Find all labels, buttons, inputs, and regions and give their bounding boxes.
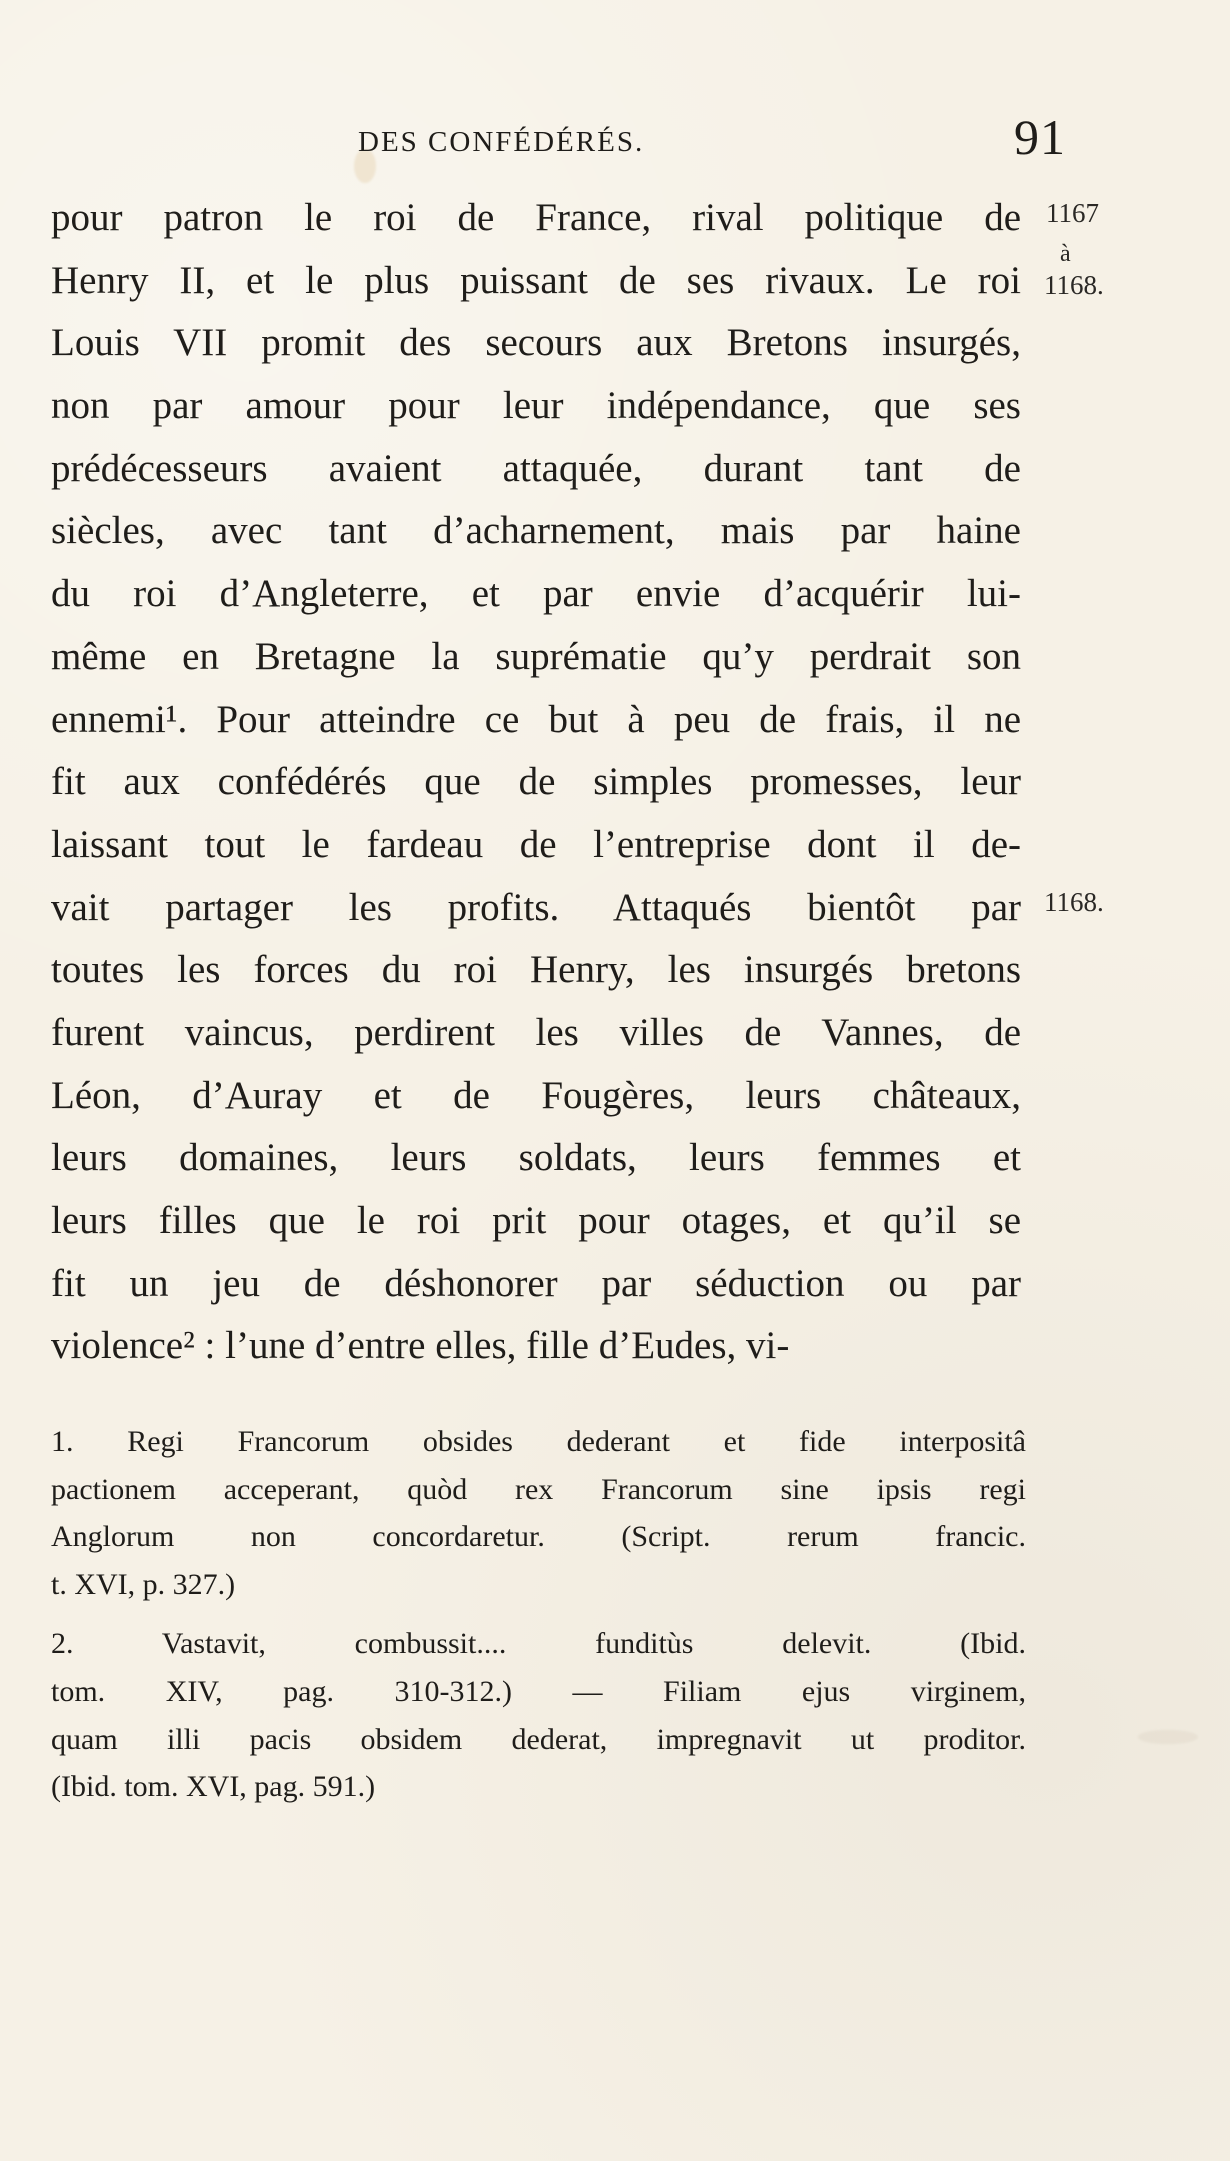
running-title: DES CONFÉDÉRÉS. — [358, 126, 645, 158]
body-line: Henry II, et le plus puissant de ses rivaux. Le roi — [51, 258, 1021, 302]
body-line: vait partager les profits. Attaqués bientôt par — [51, 885, 1021, 929]
footnote-1-line: 1. Regi Francorum obsides dederant et fide interpositâ — [51, 1425, 1026, 1458]
footnote-2-line: quam illi pacis obsidem dederat, impregnavit ut proditor. — [51, 1722, 1026, 1756]
body-line: laissant tout le fardeau de l’entreprise dont il de- — [51, 822, 1021, 866]
running-head — [0, 109, 1230, 172]
body-line: pour patron le roi de France, rival politique de — [51, 196, 1021, 239]
body-line: Louis VII promit des secours aux Bretons insurgés, — [51, 321, 1021, 365]
footnote-2-line: (Ibid. tom. XVI, pag. 591.) — [51, 1770, 376, 1804]
footnotes — [51, 1418, 1026, 1811]
footnote-gap — [51, 1608, 1026, 1620]
main-text — [51, 187, 1021, 1378]
body-line: prédécesseurs avaient attaquée, durant tant de — [51, 446, 1021, 490]
margin-year-1167: 1167 — [1046, 198, 1099, 228]
body-line: leurs domaines, leurs soldats, leurs femmes et — [51, 1136, 1021, 1180]
body-line: toutes les forces du roi Henry, les insurgés bretons — [51, 948, 1021, 992]
margin-year-connector: à — [1060, 241, 1071, 267]
body-line: furent vaincus, perdirent les villes de Vannes, de — [51, 1010, 1021, 1054]
body-line: siècles, avec tant d’acharnement, mais par haine — [51, 509, 1021, 553]
body-line: fit aux confédérés que de simples promesses, leur — [51, 760, 1021, 804]
footnote-1-line: Anglorum non concordaretur. (Script. rerum francic. — [51, 1520, 1026, 1554]
footnote-2-line: 2. Vastavit, combussit.... funditùs delevit. (Ibid. — [51, 1627, 1026, 1661]
body-line: non par amour pour leur indépendance, que ses — [51, 384, 1021, 428]
body-line: fit un jeu de déshonorer par séduction ou par — [51, 1261, 1021, 1305]
footnote-1-line: t. XVI, p. 327.) — [51, 1567, 236, 1601]
body-line: du roi d’Angleterre, et par envie d’acquérir lui- — [51, 572, 1021, 616]
body-line: même en Bretagne la suprématie qu’y perdrait son — [51, 634, 1021, 678]
margin-year-1168: 1168. — [1044, 270, 1104, 300]
margin-year-1168-repeat: 1168. — [1044, 887, 1104, 917]
body-line: Léon, d’Auray et de Fougères, leurs châteaux, — [51, 1073, 1021, 1117]
body-line: leurs filles que le roi prit pour otages, et qu’il se — [51, 1199, 1021, 1242]
paper-stain — [1138, 1730, 1198, 1744]
body-line: ennemi¹. Pour atteindre ce but à peu de frais, il ne — [51, 697, 1021, 741]
page-number: 91 — [1014, 109, 1066, 165]
footnote-2-line: tom. XIV, pag. 310-312.) — Filiam ejus virginem, — [51, 1674, 1026, 1708]
footnote-1-line: pactionem acceperant, quòd rex Francorum sine ipsis regi — [51, 1472, 1026, 1506]
body-line: violence² : l’une d’entre elles, fille d’Eudes, vi- — [51, 1324, 790, 1368]
